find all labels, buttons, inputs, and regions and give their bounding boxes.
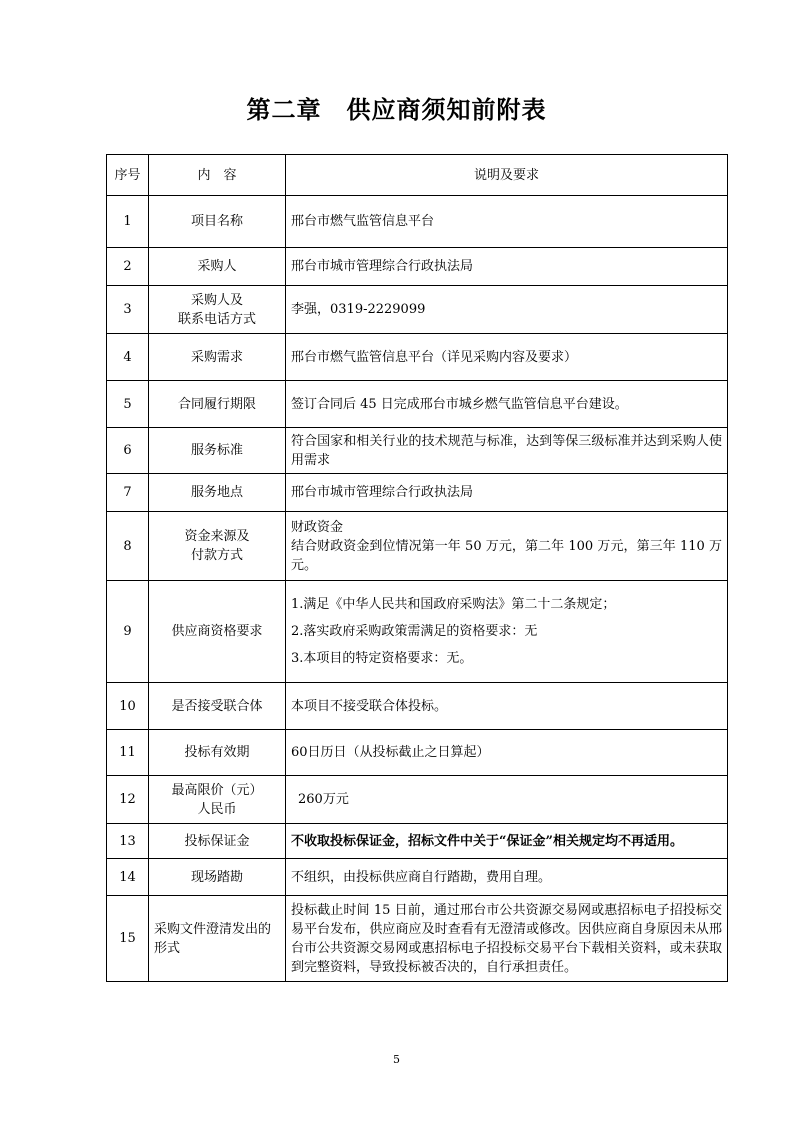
row-desc: 邢台市燃气监管信息平台 — [286, 196, 728, 248]
row-item: 采购需求 — [149, 334, 286, 381]
supplier-notice-table — [106, 154, 728, 982]
table-row — [107, 428, 728, 474]
desc-line: 3.本项目的特定资格要求：无。 — [291, 651, 473, 666]
desc-line: 结合财政资金到位情况第一年 50 万元，第二年 100 万元，第三年 110 万元。 — [291, 538, 722, 573]
row-item: 项目名称 — [149, 196, 286, 248]
row-item: 合同履行期限 — [149, 381, 286, 428]
row-number: 9 — [107, 581, 149, 683]
row-number: 12 — [107, 776, 149, 824]
header-content: 内 容 — [149, 155, 286, 196]
table-row — [107, 381, 728, 428]
table-row — [107, 859, 728, 896]
row-desc: 投标截止时间 15 日前，通过邢台市公共资源交易网或惠招标电子招投标交易平台发布，供应商应及时查看有无澄清或修改。因供应商自身原因未从邢台市公共资源交易网或惠招标电子招投标交易平台下载相关资料，或未获取到完整资料，导致投标被否决的，自行承担责任。 — [286, 896, 728, 982]
row-desc: 签订合同后 45 日完成邢台市城乡燃气监管信息平台建设。 — [286, 381, 728, 428]
row-item: 供应商资格要求 — [149, 581, 286, 683]
row-desc: 李强，0319-2229099 — [286, 286, 728, 334]
row-item — [149, 776, 286, 824]
row-item: 现场踏勘 — [149, 859, 286, 896]
row-item: 采购人 — [149, 248, 286, 286]
item-line: 人民币 — [197, 801, 237, 817]
row-number: 8 — [107, 512, 149, 581]
row-number: 2 — [107, 248, 149, 286]
row-number: 6 — [107, 428, 149, 474]
row-number: 14 — [107, 859, 149, 896]
row-desc: 260万元 — [286, 776, 728, 824]
table-row — [107, 776, 728, 824]
table-row — [107, 248, 728, 286]
row-item: 服务地点 — [149, 474, 286, 512]
row-number: 7 — [107, 474, 149, 512]
item-line: 付款方式 — [190, 548, 243, 563]
row-number: 13 — [107, 824, 149, 859]
item-line: 资金来源及 — [184, 529, 250, 544]
table-row — [107, 581, 728, 683]
row-desc: 不组织，由投标供应商自行踏勘，费用自理。 — [286, 859, 728, 896]
row-desc: 邢台市燃气监管信息平台（详见采购内容及要求） — [286, 334, 728, 381]
table-header-row — [107, 155, 728, 196]
row-desc: 邢台市城市管理综合行政执法局 — [286, 248, 728, 286]
table-row — [107, 334, 728, 381]
row-desc: 符合国家和相关行业的技术规范与标准，达到等保三级标准并达到采购人使用需求 — [286, 428, 728, 474]
table-row — [107, 286, 728, 334]
row-desc: 本项目不接受联合体投标。 — [286, 683, 728, 730]
header-desc: 说明及要求 — [286, 155, 728, 196]
row-number: 10 — [107, 683, 149, 730]
table-row — [107, 730, 728, 776]
row-item: 投标保证金 — [149, 824, 286, 859]
table-row — [107, 474, 728, 512]
row-item — [149, 286, 286, 334]
row-number: 1 — [107, 196, 149, 248]
header-seq: 序号 — [107, 155, 149, 196]
row-item: 采购文件澄清发出的形式 — [149, 896, 286, 982]
row-number: 4 — [107, 334, 149, 381]
row-number: 15 — [107, 896, 149, 982]
table-row — [107, 896, 728, 982]
row-desc: 邢台市城市管理综合行政执法局 — [286, 474, 728, 512]
row-item: 服务标准 — [149, 428, 286, 474]
row-number: 5 — [107, 381, 149, 428]
item-line: 采购人及 — [190, 292, 243, 308]
row-item: 是否接受联合体 — [149, 683, 286, 730]
item-line: 最高限价（元） — [171, 782, 263, 798]
row-desc: 60日历日（从投标截止之日算起） — [286, 730, 728, 776]
desc-line: 1.满足《中华人民共和国政府采购法》第二十二条规定； — [291, 597, 616, 612]
table-row — [107, 683, 728, 730]
page-number: 5 — [393, 1053, 400, 1066]
row-desc — [286, 581, 728, 683]
row-number: 3 — [107, 286, 149, 334]
table-row — [107, 512, 728, 581]
item-line: 联系电话方式 — [177, 311, 256, 327]
desc-line: 2.落实政府采购政策需满足的资格要求：无 — [291, 624, 538, 639]
row-item: 投标有效期 — [149, 730, 286, 776]
table-row — [107, 824, 728, 859]
table-row — [107, 196, 728, 248]
row-desc: 不收取投标保证金，招标文件中关于“保证金”相关规定均不再适用。 — [286, 824, 728, 859]
row-item — [149, 512, 286, 581]
desc-line: 财政资金 — [291, 519, 344, 535]
page-title: 第二章 供应商须知前附表 — [246, 96, 547, 124]
row-number: 11 — [107, 730, 149, 776]
row-desc — [286, 512, 728, 581]
